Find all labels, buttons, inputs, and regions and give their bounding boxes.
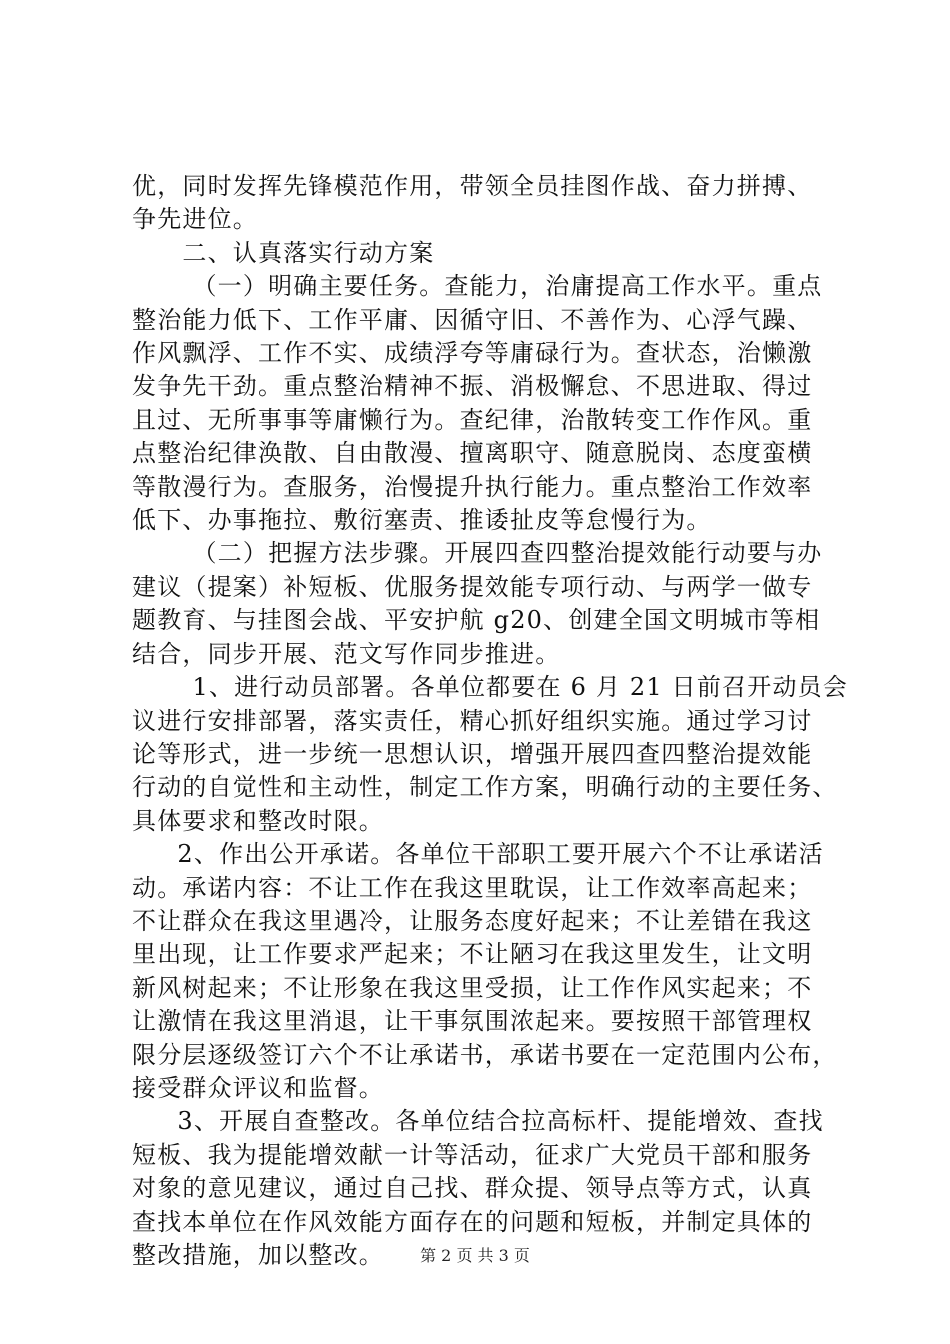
text-line: 发争先干劲。重点整治精神不振、消极懈怠、不思进取、得过 <box>132 372 813 401</box>
text-line: 短板、我为提能增效献一计等活动，征求广大党员干部和服务 <box>132 1140 813 1169</box>
text-line: 点整治纪律涣散、自由散漫、擅离职守、随意脱岗、态度蛮横 <box>132 439 813 468</box>
text-line: 新风树起来；不让形象在我这里受损，让工作作风实起来；不 <box>132 973 813 1002</box>
text-line: 具体要求和整改时限。 <box>132 806 384 835</box>
text-line: 动。承诺内容：不让工作在我这里耽误，让工作效率高起来； <box>132 873 813 902</box>
text-line: 优，同时发挥先锋模范作用，带领全员挂图作战、奋力拼搏、 <box>132 172 813 200</box>
text-line: 等散漫行为。查服务，治慢提升执行能力。重点整治工作效率 <box>132 472 813 501</box>
text-line: 论等形式，进一步统一思想认识，增强开展四查四整治提效能 <box>132 739 813 768</box>
text-line: 里出现，让工作要求严起来；不让陋习在我这里发生，让文明 <box>132 940 813 969</box>
text-line: 2、作出公开承诺。各单位干部职工要开展六个不让承诺活 <box>177 840 824 869</box>
page-footer: 第 2 页 共 3 页 <box>420 1246 530 1265</box>
text-line: 对象的意见建议，通过自己找、群众提、领导点等方式，认真 <box>132 1174 813 1203</box>
text-line: 整治能力低下、工作平庸、因循守旧、不善作为、心浮气躁、 <box>132 305 813 334</box>
text-line: 题教育、与挂图会战、平安护航 g20、创建全国文明城市等相 <box>132 606 821 635</box>
text-line: （一）明确主要任务。查能力，治庸提高工作水平。重点 <box>192 272 823 301</box>
text-line: 行动的自觉性和主动性，制定工作方案，明确行动的主要任务、 <box>132 773 838 802</box>
text-line: 查找本单位在作风效能方面存在的问题和短板，并制定具体的 <box>132 1207 813 1236</box>
text-line: 低下、办事拖拉、敷衍塞责、推诿扯皮等怠慢行为。 <box>132 506 712 535</box>
text-line: 限分层逐级签订六个不让承诺书，承诺书要在一定范围内公布， <box>132 1040 838 1069</box>
text-line: 1、进行动员部署。各单位都要在 6 月 21 日前召开动员会 <box>192 673 849 702</box>
text-line: 二、认真落实行动方案 <box>182 238 435 267</box>
text-line: （二）把握方法步骤。开展四查四整治提效能行动要与办 <box>192 539 823 568</box>
document-body <box>132 170 849 1272</box>
text-line: 接受群众评议和监督。 <box>132 1073 384 1102</box>
text-line: 建议（提案）补短板、优服务提效能专项行动、与两学一做专 <box>132 572 813 601</box>
text-line: 议进行安排部署，落实责任，精心抓好组织实施。通过学习讨 <box>132 706 813 735</box>
text-line: 作风飘浮、工作不实、成绩浮夸等庸碌行为。查状态，治懒激 <box>132 339 813 368</box>
text-line: 3、开展自查整改。各单位结合拉高标杆、提能增效、查找 <box>177 1107 824 1136</box>
text-line: 且过、无所事事等庸懒行为。查纪律，治散转变工作作风。重 <box>132 405 813 434</box>
text-line: 整改措施，加以整改。 <box>132 1241 384 1269</box>
text-line: 让激情在我这里消退，让干事氛围浓起来。要按照干部管理权 <box>132 1007 813 1036</box>
text-line: 争先进位。 <box>132 205 258 234</box>
text-line: 不让群众在我这里遇冷，让服务态度好起来；不让差错在我这 <box>132 906 813 935</box>
text-line: 结合，同步开展、范文写作同步推进。 <box>132 639 561 668</box>
